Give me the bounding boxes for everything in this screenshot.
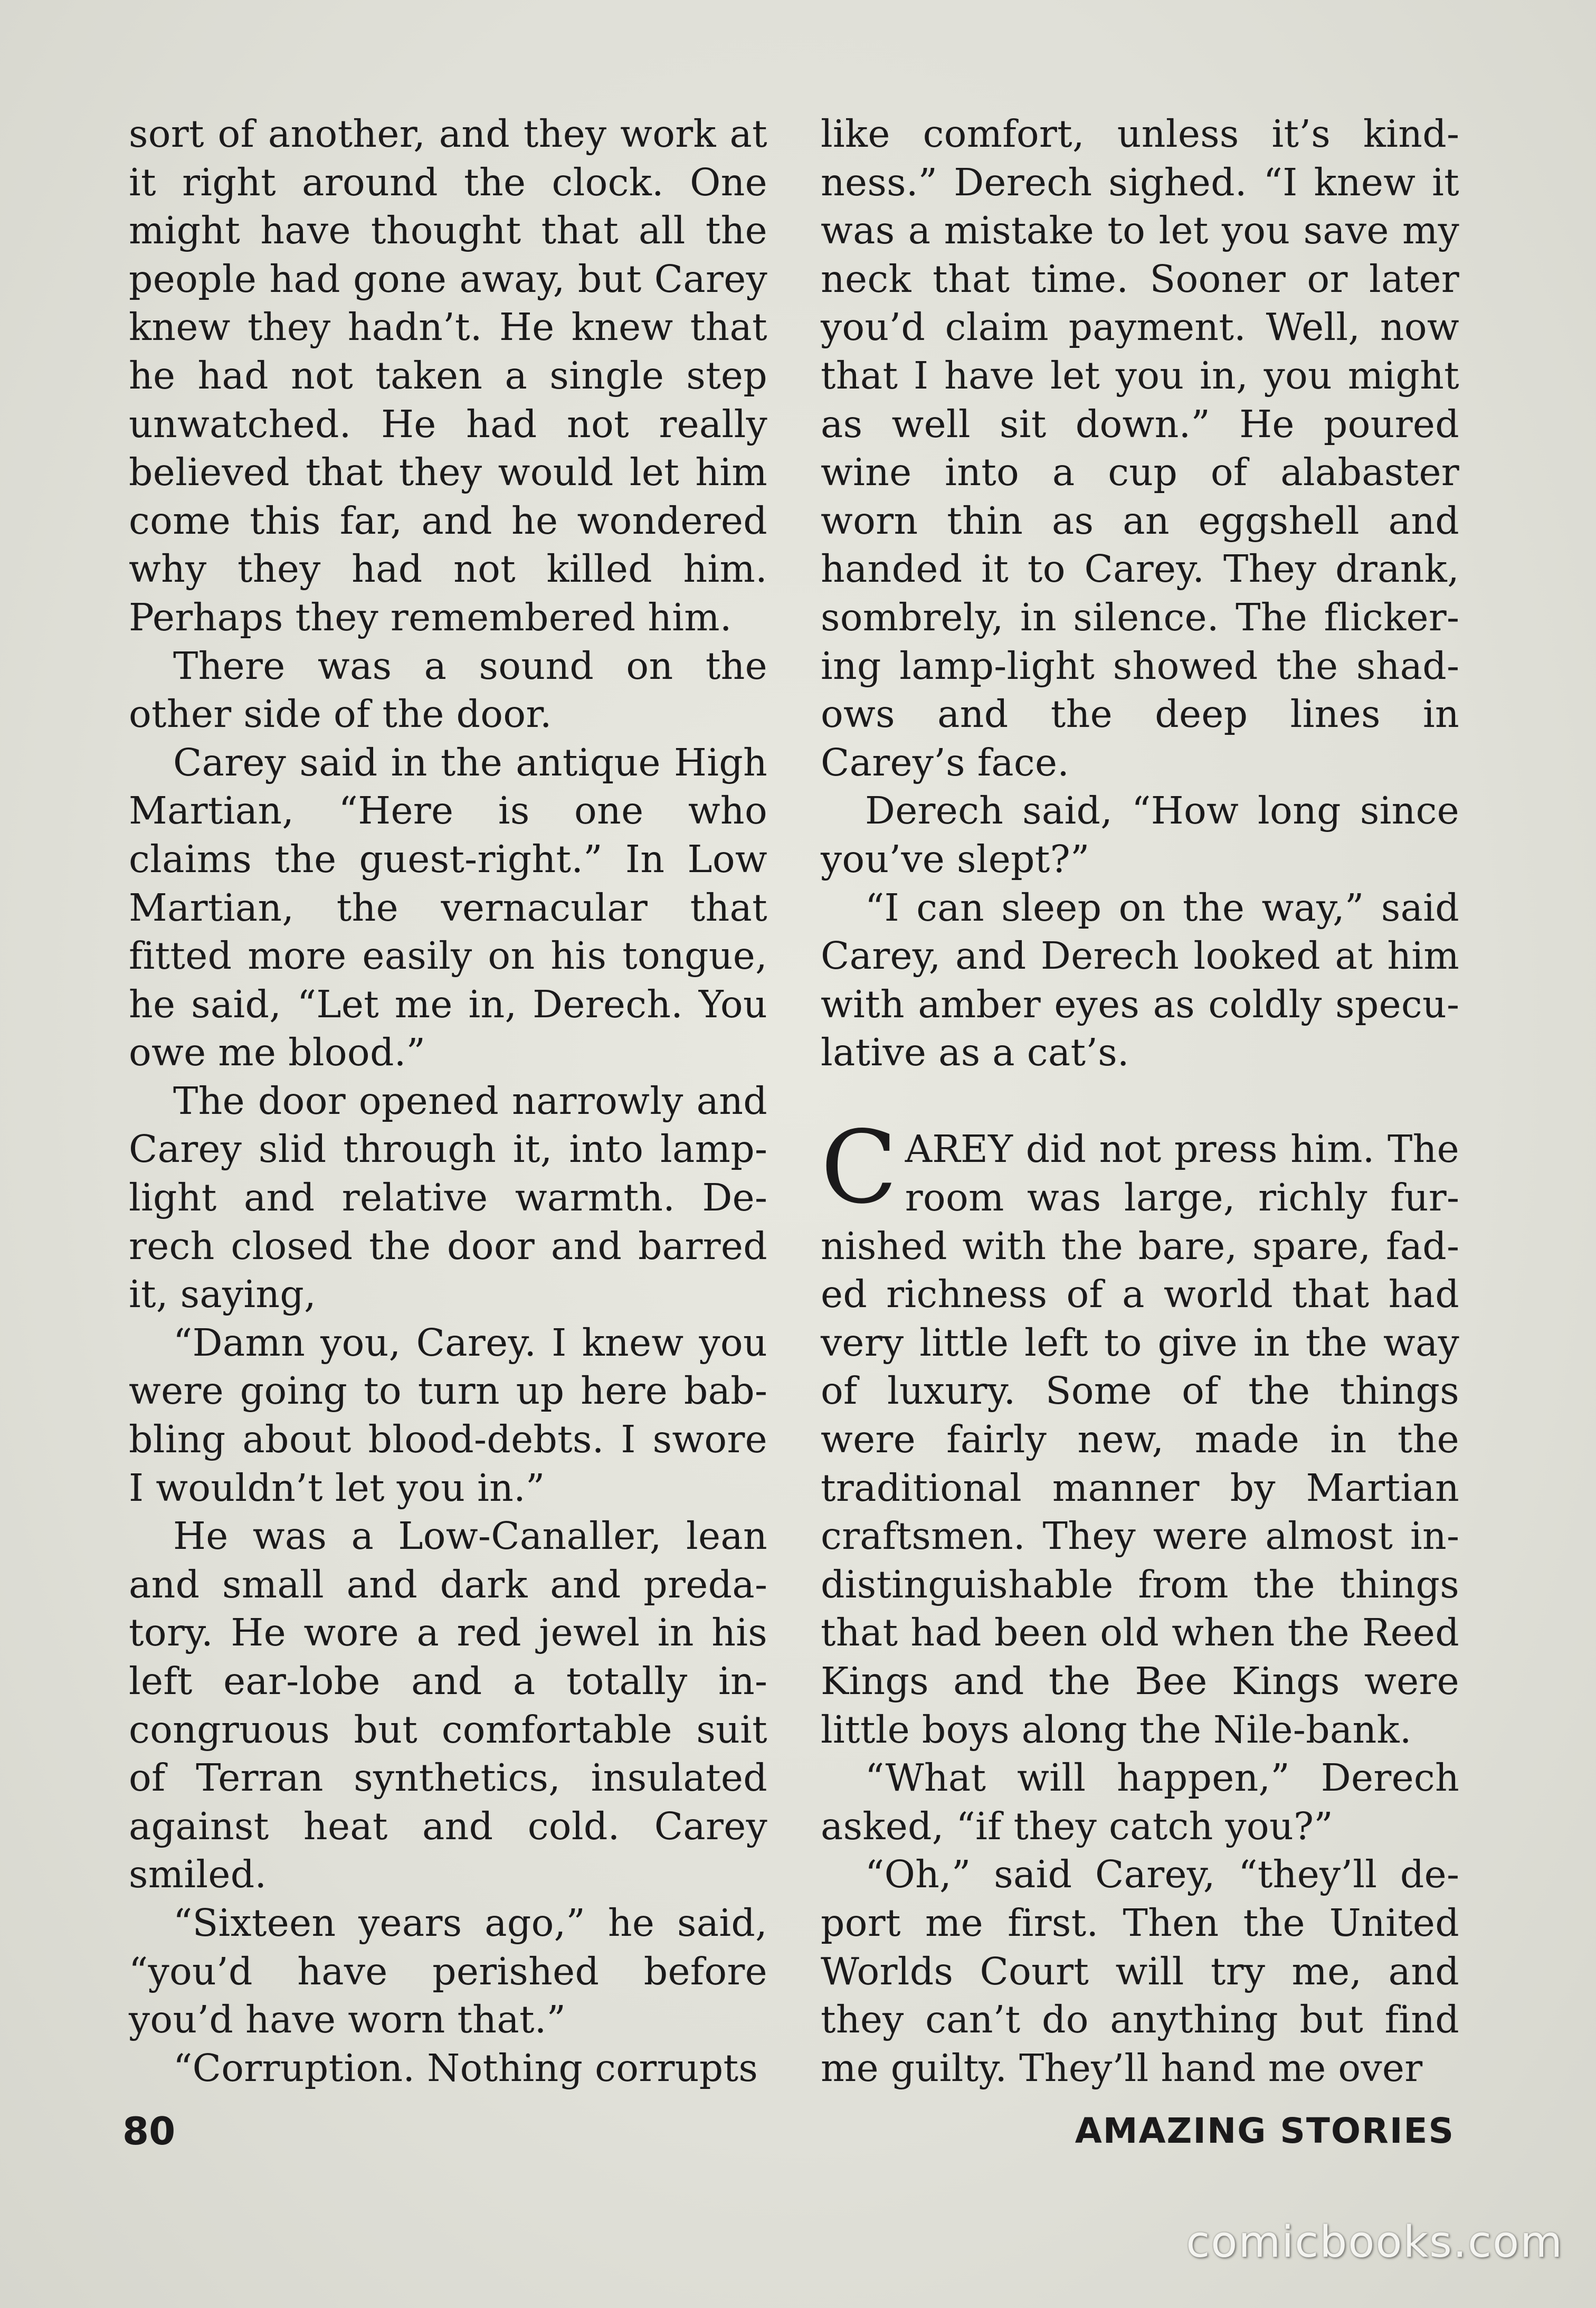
right-text-column bbox=[821, 110, 1459, 2092]
paragraph: There was a sound on the other side of the door. bbox=[129, 644, 767, 736]
magazine-title: AMAZING STORIES bbox=[1075, 2111, 1455, 2151]
paragraph: Carey said in the antique High Martian, “Here is one who claims the guest-right.” In Low Martian, the vernacular that fitted more easily on his tongue, he said, “Let me in, Derech. You owe me blood.” bbox=[129, 740, 767, 1075]
page-number: 80 bbox=[122, 2109, 176, 2153]
left-text-column bbox=[129, 110, 767, 2092]
paragraph: Derech said, “How long since you’ve slept?” bbox=[821, 789, 1459, 881]
section-opening-text: AREY did not press him. The room was large, richly furnished with the bare, spare, faded richness of a world that had very little left to give in the way of luxury. Some of the things were fairly new, made in the traditional manner by Martian craftsmen. They were almost indistinguishable from the things that had been old when the Reed Kings and the Bee Kings were little boys along the Nile-bank. bbox=[821, 1127, 1459, 1752]
paragraph: “Damn you, Carey. I knew you were going to turn up here babbling about blood-debts. I swore I wouldn’t let you in.” bbox=[129, 1320, 767, 1510]
paragraph: sort of another, and they work at it right around the clock. One might have thought that all the people had gone away, but Carey knew they hadn’t. He knew that he had not taken a single step unwatched. He had not really believed that they would let him come this far, and he wondered why they had not killed him. Perhaps they remembered him. bbox=[129, 112, 767, 639]
paragraph: “What will happen,” Derech asked, “if they catch you?” bbox=[821, 1756, 1459, 1848]
paragraph: The door opened narrowly and Carey slid through it, into lamplight and relative warmth. Derech closed the door and barred it, saying, bbox=[129, 1079, 767, 1317]
paragraph: He was a Low-Canaller, lean and small and dark and predatory. He wore a red jewel in his left ear-lobe and a totally incongruous but comfortable suit of Terran synthetics, insulated against heat and cold. Carey smiled. bbox=[129, 1514, 767, 1897]
section-opening-paragraph bbox=[821, 1109, 1459, 1754]
paragraph: “Corruption. Nothing corrupts bbox=[173, 2046, 758, 2090]
paragraph: “Sixteen years ago,” he said, “you’d have perished before you’d have worn that.” bbox=[129, 1900, 767, 2042]
paragraph: like comfort, unless it’s kindness.” Derech sighed. “I knew it was a mistake to let you save my neck that time. Sooner or later you’d claim payment. Well, now that I have let you in, you might as well sit down.” He poured wine into a cup of alabaster worn thin as an eggshell and handed it to Carey. They drank, sombrely, in silence. The flickering lamp-light showed the shadows and the deep lines in Carey’s face. bbox=[821, 112, 1459, 784]
paragraph: “I can sleep on the way,” said Carey, and Derech looked at him with amber eyes as coldly speculative as a cat’s. bbox=[821, 885, 1459, 1075]
drop-cap: C bbox=[821, 1109, 898, 1226]
site-watermark: comicbooks.com bbox=[1186, 2217, 1563, 2267]
paragraph: “Oh,” said Carey, “they’ll deport me first. Then the United Worlds Court will try me, and they can’t do anything but find me guilty. They’ll hand me over bbox=[821, 1852, 1459, 2090]
